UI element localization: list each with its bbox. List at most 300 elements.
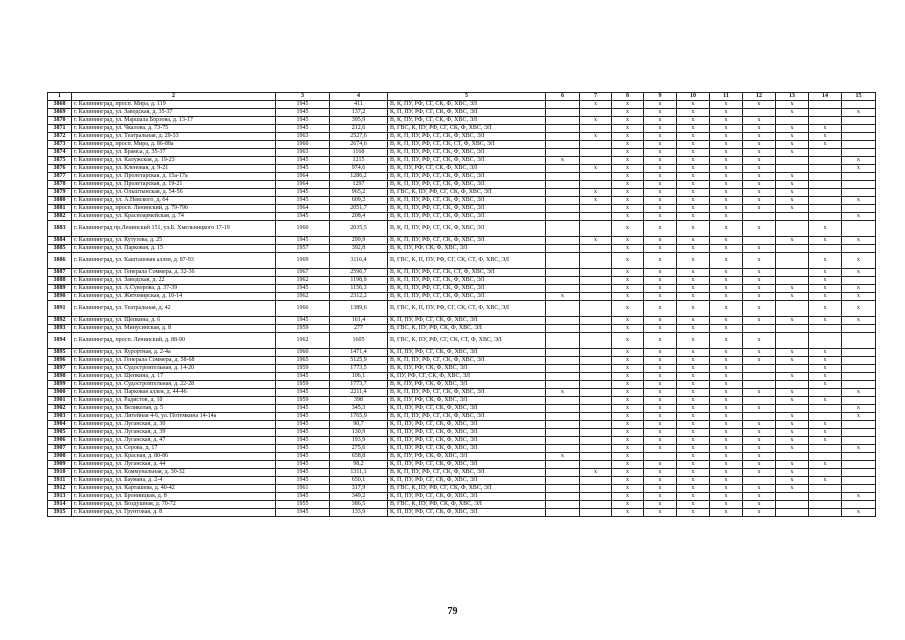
mark-cell-8: x xyxy=(612,125,644,133)
area-cell: 2211,4 xyxy=(330,389,388,397)
area-cell: 106,1 xyxy=(330,373,388,381)
mark-cell-7 xyxy=(580,429,612,437)
mark-cell-11: x xyxy=(710,181,743,189)
mark-cell-10: x xyxy=(677,509,710,517)
mark-cell-11: x xyxy=(710,325,743,333)
row-number-cell: 3877 xyxy=(48,173,72,181)
mark-cell-13 xyxy=(776,325,809,333)
mark-cell-10: x xyxy=(677,149,710,157)
mark-cell-12: x xyxy=(743,253,776,269)
table-row xyxy=(48,117,876,125)
table-row xyxy=(48,413,876,421)
mark-cell-11: x xyxy=(710,317,743,325)
mark-cell-9: x xyxy=(644,133,677,141)
table-row xyxy=(48,357,876,365)
row-number-cell: 3869 xyxy=(48,109,72,117)
mark-cell-6 xyxy=(546,141,580,149)
mark-cell-6 xyxy=(546,253,580,269)
mark-cell-6 xyxy=(546,493,580,501)
row-number-cell: 3906 xyxy=(48,437,72,445)
mark-cell-9 xyxy=(644,453,677,461)
services-cell: В, К, П, ПУ, РФ, СГ, СК, Ф, ХВС, ЭЛ xyxy=(388,205,546,213)
mark-cell-12: x xyxy=(743,141,776,149)
address-cell: г. Калининград, ул. Парковая аллея, д. 44-46 xyxy=(72,389,276,397)
mark-cell-7 xyxy=(580,269,612,277)
mark-cell-12: x xyxy=(743,445,776,453)
table-row xyxy=(48,421,876,429)
mark-cell-14 xyxy=(809,149,842,157)
mark-cell-15 xyxy=(842,349,876,357)
mark-cell-9: x xyxy=(644,461,677,469)
mark-cell-9: x xyxy=(644,125,677,133)
mark-cell-12 xyxy=(743,109,776,117)
header-cell: 3 xyxy=(276,93,330,101)
mark-cell-9: x xyxy=(644,165,677,173)
mark-cell-9: x xyxy=(644,109,677,117)
mark-cell-10: x xyxy=(677,477,710,485)
mark-cell-15 xyxy=(842,181,876,189)
mark-cell-14 xyxy=(809,213,842,221)
row-number-cell: 3884 xyxy=(48,237,72,245)
mark-cell-9: x xyxy=(644,101,677,109)
header-cell: 15 xyxy=(842,93,876,101)
mark-cell-9: x xyxy=(644,445,677,453)
mark-cell-8: x xyxy=(612,141,644,149)
mark-cell-9: x xyxy=(644,189,677,197)
year-cell: 1965 xyxy=(276,357,330,365)
mark-cell-13: x xyxy=(776,485,809,493)
services-cell: В, К, ПУ, РФ, СК, Ф, ХВС, ЭЛ xyxy=(388,365,546,373)
address-cell: г. Калининград, ул. Калужская, д. 19-23 xyxy=(72,157,276,165)
address-cell: г. Калининград, ул. Щепкина, д. 6 xyxy=(72,317,276,325)
year-cell: 1959 xyxy=(276,365,330,373)
mark-cell-6 xyxy=(546,205,580,213)
area-cell: 2596,7 xyxy=(330,269,388,277)
area-cell: 1773,7 xyxy=(330,381,388,389)
mark-cell-11: x xyxy=(710,293,743,301)
year-cell: 1945 xyxy=(276,197,330,205)
mark-cell-10: x xyxy=(677,109,710,117)
mark-cell-15 xyxy=(842,325,876,333)
mark-cell-11: x xyxy=(710,101,743,109)
row-number-cell: 3904 xyxy=(48,421,72,429)
services-cell: В, К, П, ПУ, РФ, СГ, СК, Ф, ХВС, ЭЛ xyxy=(388,221,546,237)
mark-cell-10: x xyxy=(677,317,710,325)
mark-cell-15 xyxy=(842,501,876,509)
mark-cell-11: x xyxy=(710,197,743,205)
mark-cell-8: x xyxy=(612,397,644,405)
year-cell: 1945 xyxy=(276,101,330,109)
services-cell: В, К, ПУ, РФ, СК, Ф, ХВС, ЭЛ xyxy=(388,397,546,405)
mark-cell-8: x xyxy=(612,117,644,125)
row-number-cell: 3894 xyxy=(48,333,72,349)
header-row xyxy=(48,93,876,101)
mark-cell-14 xyxy=(809,405,842,413)
address-cell: г. Калининград, ул. Заводская, д. 35-37 xyxy=(72,109,276,117)
mark-cell-10: x xyxy=(677,293,710,301)
mark-cell-15: x xyxy=(842,509,876,517)
row-number-cell: 3879 xyxy=(48,189,72,197)
mark-cell-12: x xyxy=(743,133,776,141)
row-number-cell: 3889 xyxy=(48,285,72,293)
year-cell: 1960 xyxy=(276,349,330,357)
mark-cell-7: x xyxy=(580,189,612,197)
mark-cell-9: x xyxy=(644,357,677,365)
year-cell: 1960 xyxy=(276,221,330,237)
mark-cell-10: x xyxy=(677,277,710,285)
mark-cell-8: x xyxy=(612,277,644,285)
mark-cell-7 xyxy=(580,173,612,181)
table-row xyxy=(48,373,876,381)
area-cell: 650,1 xyxy=(330,477,388,485)
mark-cell-7 xyxy=(580,437,612,445)
mark-cell-13 xyxy=(776,213,809,221)
mark-cell-14: x xyxy=(809,141,842,149)
mark-cell-15 xyxy=(842,429,876,437)
mark-cell-13 xyxy=(776,269,809,277)
year-cell: 1945 xyxy=(276,389,330,397)
mark-cell-10: x xyxy=(677,461,710,469)
mark-cell-6 xyxy=(546,445,580,453)
area-cell: 1168 xyxy=(330,149,388,157)
mark-cell-8: x xyxy=(612,453,644,461)
mark-cell-6 xyxy=(546,277,580,285)
mark-cell-14: x xyxy=(809,357,842,365)
row-number-cell: 3874 xyxy=(48,149,72,157)
mark-cell-15 xyxy=(842,381,876,389)
address-cell: г. Калининград, ул. Судостроительная, д. 14-20 xyxy=(72,365,276,373)
address-cell: г. Калининград, ул. Маршала Борзова, д. 13-17 xyxy=(72,117,276,125)
mark-cell-14: x xyxy=(809,429,842,437)
mark-cell-15 xyxy=(842,453,876,461)
mark-cell-12 xyxy=(743,373,776,381)
mark-cell-7 xyxy=(580,445,612,453)
mark-cell-13: x xyxy=(776,189,809,197)
mark-cell-11: x xyxy=(710,277,743,285)
mark-cell-12 xyxy=(743,477,776,485)
mark-cell-11: x xyxy=(710,149,743,157)
mark-cell-7 xyxy=(580,349,612,357)
mark-cell-6 xyxy=(546,101,580,109)
mark-cell-13 xyxy=(776,453,809,461)
row-number-cell: 3909 xyxy=(48,461,72,469)
year-cell: 1945 xyxy=(276,493,330,501)
address-cell: г. Калининград, ул. Минусинская, д. 8 xyxy=(72,325,276,333)
row-number-cell: 3896 xyxy=(48,357,72,365)
address-cell: г. Калининград, ул. Карташева, д. 40-42 xyxy=(72,485,276,493)
registry-table xyxy=(47,92,876,517)
area-cell: 2527,6 xyxy=(330,133,388,141)
mark-cell-8: x xyxy=(612,173,644,181)
mark-cell-13: x xyxy=(776,349,809,357)
mark-cell-7 xyxy=(580,381,612,389)
mark-cell-8: x xyxy=(612,389,644,397)
year-cell: 1945 xyxy=(276,445,330,453)
mark-cell-14 xyxy=(809,501,842,509)
mark-cell-6 xyxy=(546,437,580,445)
mark-cell-13: x xyxy=(776,389,809,397)
services-cell: К, П, ПУ, РФ, СГ, СК, Ф, ХВС, ЭЛ xyxy=(388,109,546,117)
mark-cell-15 xyxy=(842,437,876,445)
mark-cell-13: x xyxy=(776,173,809,181)
area-cell: 411 xyxy=(330,101,388,109)
row-number-cell: 3899 xyxy=(48,381,72,389)
mark-cell-9: x xyxy=(644,285,677,293)
mark-cell-14 xyxy=(809,189,842,197)
mark-cell-9: x xyxy=(644,237,677,245)
services-cell: В, К, П, ПУ, РФ, СГ, СК, Ф, ХВС, ЭЛ xyxy=(388,469,546,477)
mark-cell-7 xyxy=(580,365,612,373)
mark-cell-14: x xyxy=(809,285,842,293)
address-cell: г. Калининград, ул. Брониицкая, д. 8 xyxy=(72,493,276,501)
address-cell: г. Калининград, ул. Театральная, д. 42 xyxy=(72,301,276,317)
mark-cell-12: x xyxy=(743,437,776,445)
row-number-cell: 3878 xyxy=(48,181,72,189)
mark-cell-14 xyxy=(809,469,842,477)
mark-cell-8: x xyxy=(612,469,644,477)
mark-cell-13: x xyxy=(776,477,809,485)
services-cell: К, П, ПУ, РФ, СГ, СК, Ф, ХВС, ЭЛ xyxy=(388,317,546,325)
mark-cell-15 xyxy=(842,125,876,133)
mark-cell-8: x xyxy=(612,293,644,301)
services-cell: В, ГВС, К, ПУ, РФ, СГ, СК, Ф, ХВС, ЭЛ xyxy=(388,485,546,493)
mark-cell-9: x xyxy=(644,277,677,285)
mark-cell-6 xyxy=(546,397,580,405)
mark-cell-14 xyxy=(809,117,842,125)
mark-cell-15 xyxy=(842,469,876,477)
mark-cell-9: x xyxy=(644,117,677,125)
mark-cell-7 xyxy=(580,333,612,349)
mark-cell-15: x xyxy=(842,109,876,117)
row-number-cell: 3907 xyxy=(48,445,72,453)
address-cell: г. Калининград, ул. Житомирская, д. 10-14 xyxy=(72,293,276,301)
mark-cell-11: x xyxy=(710,429,743,437)
mark-cell-10: x xyxy=(677,365,710,373)
table-row xyxy=(48,205,876,213)
mark-cell-6 xyxy=(546,189,580,197)
mark-cell-9: x xyxy=(644,269,677,277)
mark-cell-11: x xyxy=(710,109,743,117)
mark-cell-8: x xyxy=(612,101,644,109)
mark-cell-8: x xyxy=(612,205,644,213)
mark-cell-9: x xyxy=(644,181,677,189)
mark-cell-13: x xyxy=(776,133,809,141)
mark-cell-15: x xyxy=(842,389,876,397)
mark-cell-13 xyxy=(776,301,809,317)
year-cell: 1945 xyxy=(276,421,330,429)
mark-cell-12: x xyxy=(743,421,776,429)
address-cell: г. Калининград, ул. Каштановая аллея, д. 87-93 xyxy=(72,253,276,269)
mark-cell-8: x xyxy=(612,485,644,493)
year-cell: 1945 xyxy=(276,117,330,125)
services-cell: В, К, ПУ, РФ, СК, Ф, ХВС, ЭЛ xyxy=(388,245,546,253)
table-row xyxy=(48,141,876,149)
mark-cell-13: x xyxy=(776,413,809,421)
table-row xyxy=(48,173,876,181)
address-cell: г. Калининград, ул. Щепкина, д. 17 xyxy=(72,373,276,381)
mark-cell-10: x xyxy=(677,429,710,437)
header-cell: 7 xyxy=(580,93,612,101)
mark-cell-11: x xyxy=(710,365,743,373)
address-cell: г. Калининград, ул. Заводская, д. 22 xyxy=(72,277,276,285)
mark-cell-15: x xyxy=(842,269,876,277)
mark-cell-7 xyxy=(580,293,612,301)
mark-cell-10: x xyxy=(677,493,710,501)
mark-cell-8: x xyxy=(612,429,644,437)
mark-cell-13 xyxy=(776,253,809,269)
mark-cell-14: x xyxy=(809,293,842,301)
mark-cell-12: x xyxy=(743,149,776,157)
address-cell: г. Калининград, просп. Ленинский, д. 88-90 xyxy=(72,333,276,349)
year-cell: 1945 xyxy=(276,477,330,485)
row-number-cell: 3881 xyxy=(48,205,72,213)
mark-cell-14: x xyxy=(809,317,842,325)
year-cell: 1945 xyxy=(276,213,330,221)
area-cell: 1765,9 xyxy=(330,413,388,421)
mark-cell-6 xyxy=(546,509,580,517)
mark-cell-13 xyxy=(776,493,809,501)
mark-cell-8: x xyxy=(612,197,644,205)
year-cell: 1945 xyxy=(276,109,330,117)
address-cell: г. Калининград, ул. Пролетарская, д. 19-21 xyxy=(72,181,276,189)
mark-cell-11: x xyxy=(710,333,743,349)
address-cell: г. Калининград, ул. Театральная, д. 29-33 xyxy=(72,133,276,141)
services-cell: В, ГВС, К, ПУ, РФ, СГ, СК, Ф, ХВС, ЭЛ xyxy=(388,125,546,133)
mark-cell-12: x xyxy=(743,493,776,501)
address-cell: г. Калининград, ул. Великолая, д. 5 xyxy=(72,405,276,413)
mark-cell-15: x xyxy=(842,301,876,317)
table-row xyxy=(48,269,876,277)
mark-cell-7 xyxy=(580,317,612,325)
mark-cell-6 xyxy=(546,221,580,237)
mark-cell-6 xyxy=(546,181,580,189)
mark-cell-15 xyxy=(842,141,876,149)
mark-cell-15: x xyxy=(842,413,876,421)
area-cell: 208,4 xyxy=(330,213,388,221)
mark-cell-10: x xyxy=(677,389,710,397)
services-cell: К, П, ПУ, РФ, СГ, СК, Ф, ХВС, ЭЛ xyxy=(388,421,546,429)
mark-cell-12: x xyxy=(743,357,776,365)
mark-cell-11: x xyxy=(710,477,743,485)
header-cell: 4 xyxy=(330,93,388,101)
table-row xyxy=(48,133,876,141)
row-number-cell: 3900 xyxy=(48,389,72,397)
mark-cell-10: x xyxy=(677,421,710,429)
mark-cell-9: x xyxy=(644,469,677,477)
mark-cell-11: x xyxy=(710,501,743,509)
mark-cell-9: x xyxy=(644,141,677,149)
area-cell: 1215 xyxy=(330,157,388,165)
area-cell: 137,2 xyxy=(330,109,388,117)
mark-cell-14 xyxy=(809,333,842,349)
mark-cell-11: x xyxy=(710,213,743,221)
mark-cell-14: x xyxy=(809,349,842,357)
mark-cell-6 xyxy=(546,317,580,325)
year-cell: 1963 xyxy=(276,133,330,141)
mark-cell-8: x xyxy=(612,509,644,517)
table-row xyxy=(48,333,876,349)
year-cell: 1945 xyxy=(276,429,330,437)
mark-cell-12: x xyxy=(743,125,776,133)
year-cell: 1964 xyxy=(276,173,330,181)
mark-cell-14: x xyxy=(809,125,842,133)
mark-cell-15 xyxy=(842,149,876,157)
mark-cell-15 xyxy=(842,477,876,485)
mark-cell-8: x xyxy=(612,109,644,117)
mark-cell-9: x xyxy=(644,253,677,269)
mark-cell-15 xyxy=(842,421,876,429)
mark-cell-8: x xyxy=(612,133,644,141)
mark-cell-9: x xyxy=(644,205,677,213)
mark-cell-12: x xyxy=(743,349,776,357)
mark-cell-14: x xyxy=(809,421,842,429)
mark-cell-9: x xyxy=(644,509,677,517)
mark-cell-14 xyxy=(809,509,842,517)
mark-cell-8: x xyxy=(612,285,644,293)
address-cell: г. Калининград, ул. Литейная 4-6, ул. Потемкина 14-14а xyxy=(72,413,276,421)
mark-cell-12: x xyxy=(743,205,776,213)
mark-cell-15 xyxy=(842,189,876,197)
mark-cell-10: x xyxy=(677,269,710,277)
mark-cell-15 xyxy=(842,333,876,349)
mark-cell-11: x xyxy=(710,117,743,125)
mark-cell-13: x xyxy=(776,317,809,325)
mark-cell-9: x xyxy=(644,245,677,253)
mark-cell-15: x xyxy=(842,237,876,245)
mark-cell-7 xyxy=(580,501,612,509)
mark-cell-13: x xyxy=(776,205,809,213)
area-cell: 317,9 xyxy=(330,485,388,493)
area-cell: 349,2 xyxy=(330,493,388,501)
mark-cell-13: x xyxy=(776,437,809,445)
row-number-cell: 3897 xyxy=(48,365,72,373)
mark-cell-13: x xyxy=(776,141,809,149)
services-cell: В, К, ПУ, РФ, СК, Ф, ХВС, ЭЛ xyxy=(388,453,546,461)
mark-cell-15: x xyxy=(842,493,876,501)
mark-cell-10: x xyxy=(677,197,710,205)
table-row xyxy=(48,285,876,293)
mark-cell-8: x xyxy=(612,245,644,253)
mark-cell-8: x xyxy=(612,349,644,357)
mark-cell-13: x xyxy=(776,125,809,133)
mark-cell-6 xyxy=(546,117,580,125)
year-cell: 1945 xyxy=(276,413,330,421)
area-cell: 130,9 xyxy=(330,429,388,437)
mark-cell-12: x xyxy=(743,461,776,469)
mark-cell-9: x xyxy=(644,405,677,413)
page-number: 79 xyxy=(447,606,458,617)
mark-cell-12: x xyxy=(743,245,776,253)
mark-cell-6 xyxy=(546,125,580,133)
row-number-cell: 3888 xyxy=(48,277,72,285)
mark-cell-10: x xyxy=(677,237,710,245)
table-row xyxy=(48,293,876,301)
mark-cell-10: x xyxy=(677,325,710,333)
mark-cell-12 xyxy=(743,325,776,333)
mark-cell-10: x xyxy=(677,101,710,109)
mark-cell-11: x xyxy=(710,165,743,173)
mark-cell-12: x xyxy=(743,221,776,237)
mark-cell-8: x xyxy=(612,333,644,349)
area-cell: 658,8 xyxy=(330,453,388,461)
mark-cell-8: x xyxy=(612,301,644,317)
mark-cell-6 xyxy=(546,333,580,349)
mark-cell-13 xyxy=(776,117,809,125)
area-cell: 2051,7 xyxy=(330,205,388,213)
mark-cell-12: x xyxy=(743,293,776,301)
mark-cell-8: x xyxy=(612,493,644,501)
mark-cell-14: x xyxy=(809,365,842,373)
